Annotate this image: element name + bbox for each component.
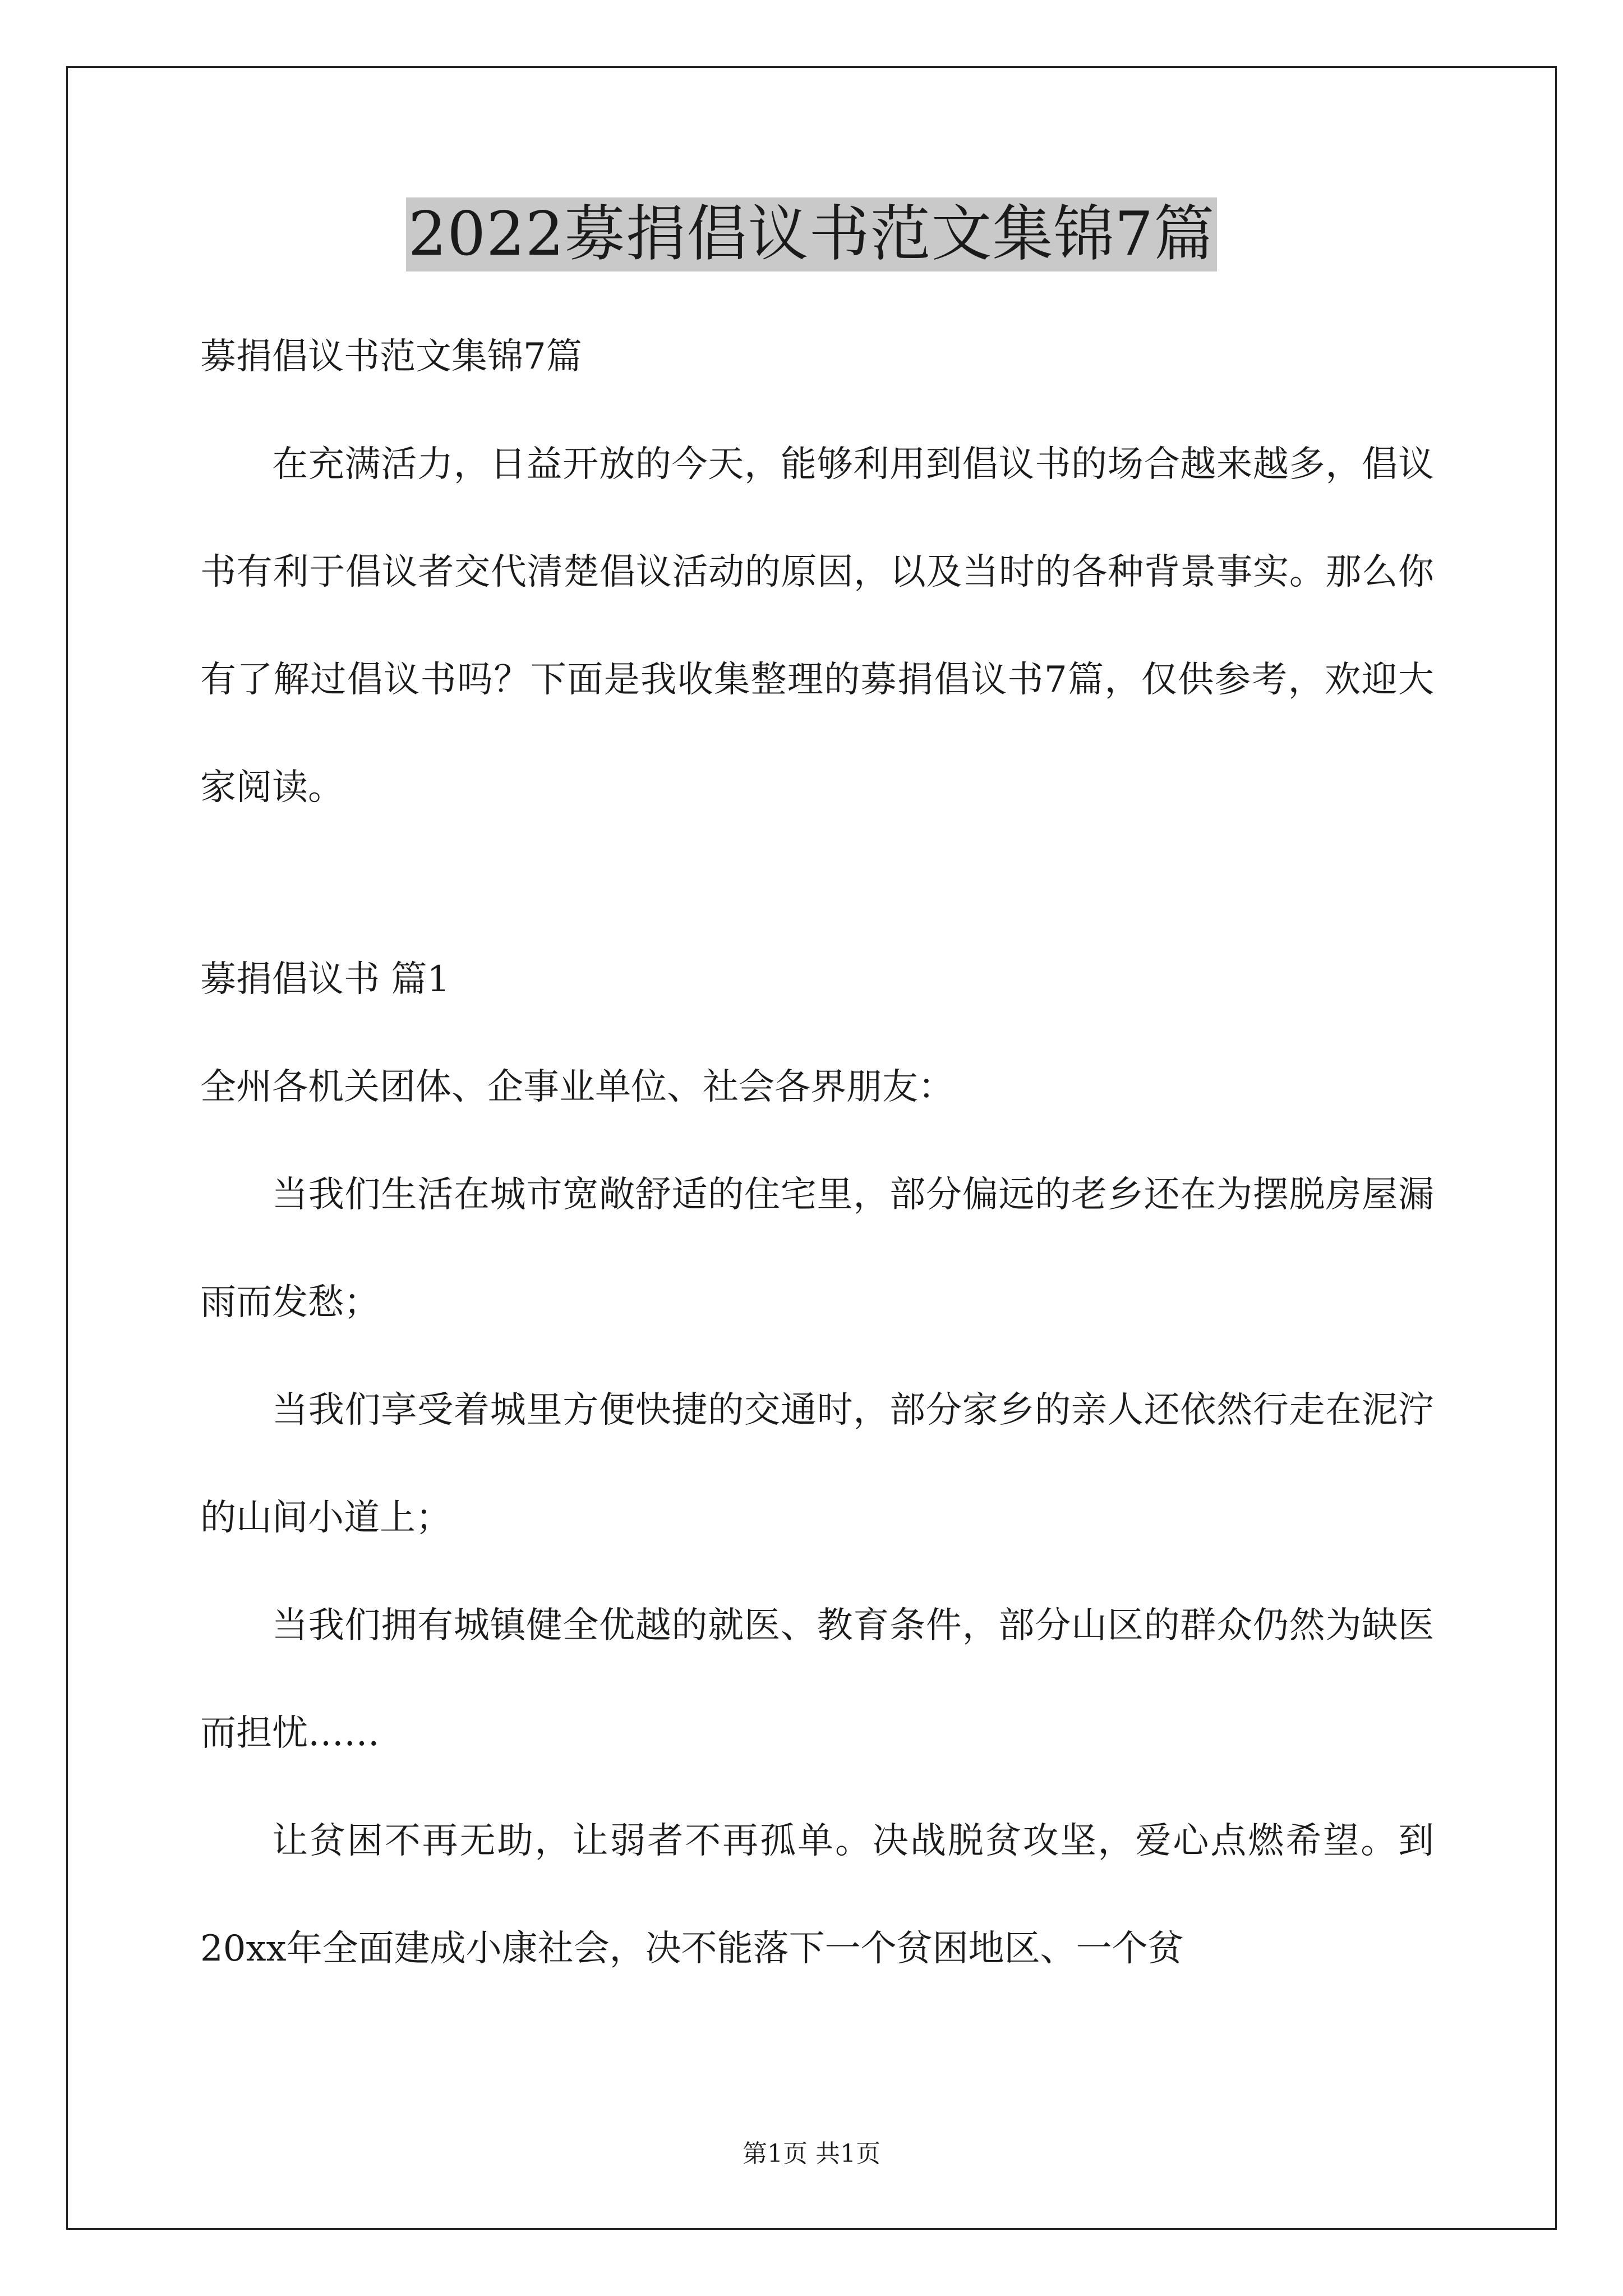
title-container [0,197,1623,272]
section-heading: 募捐倡议书 篇1 [200,959,450,1000]
body-paragraph: 让贫困不再无助，让弱者不再孤单。决战脱贫攻坚，爱心点燃希望。到20xx年全面建成小康社会，决不能落下一个贫困地区、一个贫 [200,1820,1434,1970]
body-paragraph: 当我们生活在城市宽敞舒适的住宅里，部分偏远的老乡还在为摆脱房屋漏雨而发愁； [200,1174,1434,1323]
document-body [200,303,1434,2003]
salutation: 全州各机关团体、企事业单位、社会各界朋友： [200,1066,954,1108]
document-title: 2022募捐倡议书范文集锦7篇 [406,197,1218,272]
body-paragraph: 当我们享受着城里方便快捷的交通时，部分家乡的亲人还依然行走在泥泞的山间小道上； [200,1389,1434,1539]
page-footer: 第1页 共1页 [743,2139,880,2168]
intro-paragraph: 在充满活力，日益开放的今天，能够利用到倡议书的场合越来越多，倡议书有利于倡议者交代清楚倡议活动的原因，以及当时的各种背景事实。那么你有了解过倡议书吗？下面是我收集整理的募捐倡议书7篇，仅供参考，欢迎大家阅读。 [200,444,1434,808]
section-gap [200,841,1434,926]
body-paragraph: 当我们拥有城镇健全优越的就医、教育条件，部分山区的群众仍然为缺医而担忧…… [200,1605,1434,1754]
document-subtitle: 募捐倡议书范文集锦7篇 [200,336,582,378]
